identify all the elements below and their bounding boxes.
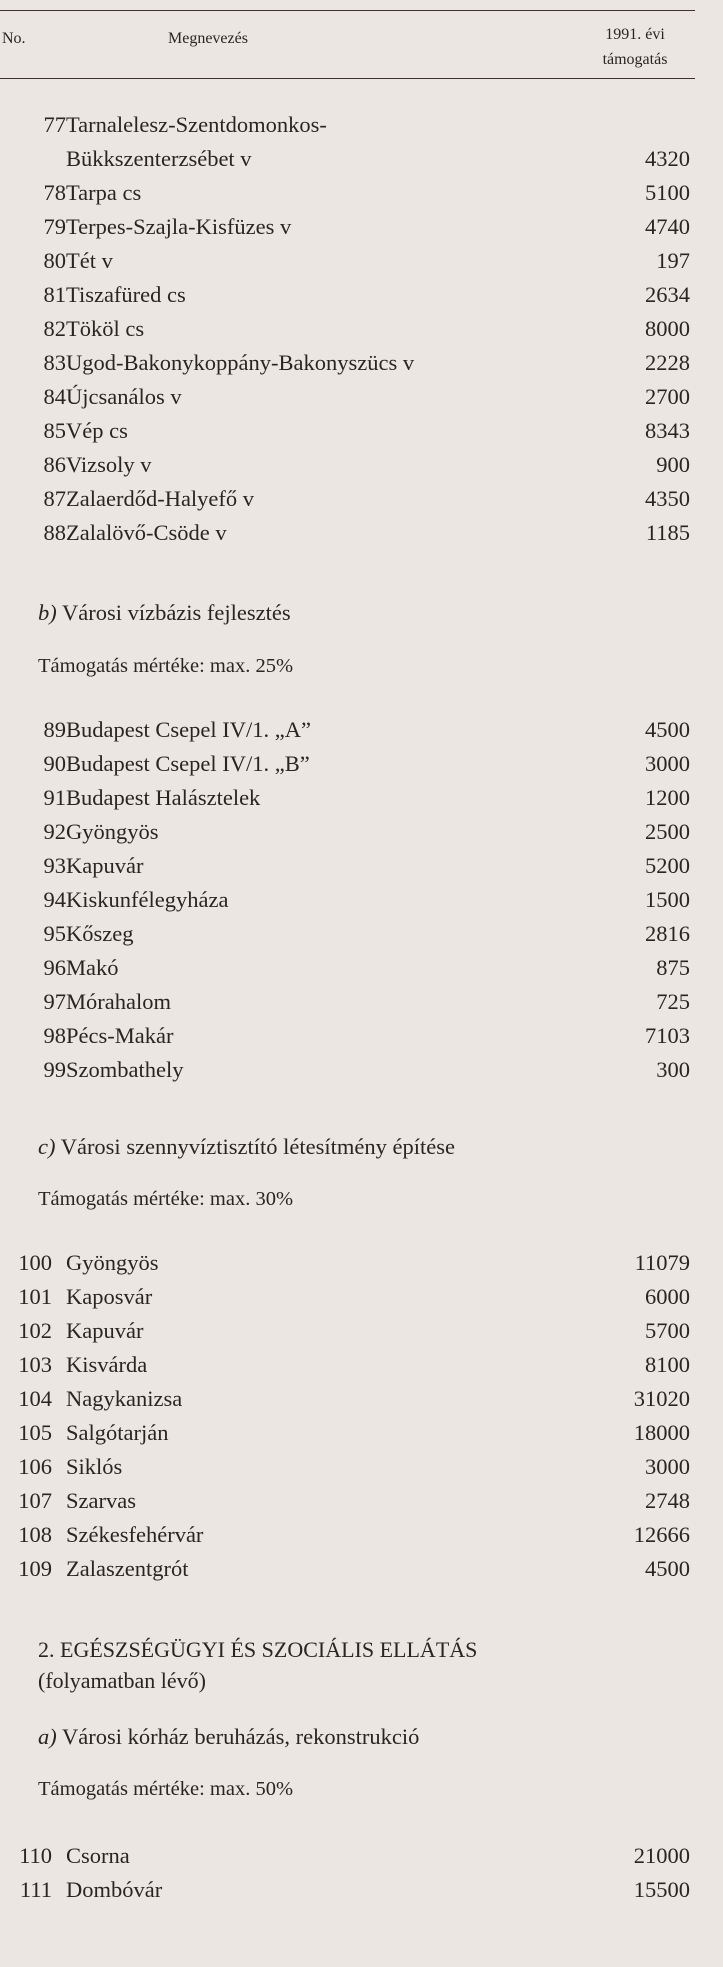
row-value: 2228 (645, 350, 690, 375)
row-number: 101 (18, 1284, 52, 1309)
column-header-name: Megnevezés (168, 30, 248, 47)
table-row (0, 819, 723, 853)
column-header-support-line1: 1991. évi (605, 26, 665, 43)
column-header-support (580, 22, 690, 72)
table-row (0, 486, 723, 520)
table-row (0, 350, 723, 384)
row-name: Zalaszentgrót (66, 1556, 189, 1581)
row-value: 6000 (645, 1284, 690, 1309)
table-row (0, 955, 723, 989)
row-number: 107 (18, 1488, 52, 1513)
row-value: 31020 (633, 1386, 690, 1411)
row-number: 97 (43, 989, 66, 1014)
row-name: Kisvárda (66, 1352, 148, 1377)
table-row (0, 112, 723, 146)
table-header (0, 0, 723, 82)
column-header-support-line2: támogatás (602, 51, 668, 68)
row-number: 106 (18, 1454, 52, 1479)
row-value: 4500 (645, 1556, 690, 1581)
row-value: 197 (656, 248, 690, 273)
section-2-rate: Támogatás mértéke: max. 50% (38, 1778, 294, 1800)
row-number: 81 (43, 282, 66, 307)
row-name: Újcsanálos v (66, 384, 182, 409)
row-value: 11079 (634, 1250, 690, 1275)
row-name: Tarpa cs (66, 180, 142, 205)
row-value: 8100 (645, 1352, 690, 1377)
row-value: 2634 (645, 282, 690, 307)
row-number: 83 (43, 350, 66, 375)
table-row (0, 180, 723, 214)
row-name: Zalaerdőd-Halyefő v (66, 486, 255, 511)
row-name: Dombóvár (66, 1877, 163, 1902)
row-name: Bükkszenterzsébet v (66, 146, 252, 171)
table-row (0, 452, 723, 486)
table-row (0, 1057, 723, 1091)
row-name: Makó (66, 955, 119, 980)
table-row (0, 1250, 723, 1284)
table-row (0, 1386, 723, 1420)
row-value: 4320 (645, 146, 690, 171)
row-value: 4350 (645, 486, 690, 511)
table-row (0, 520, 723, 554)
row-name: Gyöngyös (66, 819, 159, 844)
row-name: Ugod-Bakonykoppány-Bakonyszücs v (66, 350, 415, 375)
row-number: 100 (18, 1250, 52, 1275)
table-row (0, 248, 723, 282)
table-row (0, 717, 723, 751)
row-value: 7103 (645, 1023, 690, 1048)
table-row (0, 384, 723, 418)
row-number: 92 (43, 819, 66, 844)
row-number: 95 (43, 921, 66, 946)
row-name: Mórahalom (66, 989, 171, 1014)
subsection-title: Városi kórház beruházás, rekonstrukció (61, 1724, 420, 1749)
subsection-letter: b) (38, 600, 57, 625)
row-number: 90 (43, 751, 66, 776)
row-value: 8000 (645, 316, 690, 341)
table-row (0, 282, 723, 316)
row-value: 5100 (645, 180, 690, 205)
row-number: 94 (43, 887, 66, 912)
row-value: 18000 (633, 1420, 690, 1445)
row-number: 80 (43, 248, 66, 273)
row-name: Terpes-Szajla-Kisfüzes v (66, 214, 292, 239)
subsection-title: Városi vízbázis fejlesztés (61, 600, 291, 625)
row-name: Szombathely (66, 1057, 184, 1082)
row-value: 3000 (645, 751, 690, 776)
table-row (0, 921, 723, 955)
row-number: 84 (43, 384, 66, 409)
table-row (0, 1352, 723, 1386)
row-number: 91 (43, 785, 66, 810)
row-number: 93 (43, 853, 66, 878)
row-name: Szarvas (66, 1488, 136, 1513)
table-row (0, 1877, 723, 1911)
row-value: 2816 (645, 921, 690, 946)
row-name: Pécs-Makár (66, 1023, 174, 1048)
row-value: 300 (656, 1057, 690, 1082)
subsection-b-heading (38, 600, 291, 626)
row-number: 77 (43, 112, 66, 137)
row-number: 87 (43, 486, 66, 511)
row-name: Kapuvár (66, 853, 144, 878)
table-row (0, 316, 723, 350)
row-value: 1185 (645, 520, 690, 545)
row-value: 4500 (645, 717, 690, 742)
row-name: Siklós (66, 1454, 123, 1479)
row-value: 900 (656, 452, 690, 477)
table-row (0, 751, 723, 785)
row-name: Kiskunfélegyháza (66, 887, 229, 912)
row-name: Budapest Csepel IV/1. „A” (66, 717, 311, 742)
row-name: Tiszafüred cs (66, 282, 186, 307)
row-value: 875 (656, 955, 690, 980)
row-number: 110 (19, 1843, 52, 1868)
row-value: 21000 (633, 1843, 690, 1868)
row-number: 89 (43, 717, 66, 742)
row-value: 5200 (645, 853, 690, 878)
row-value: 8343 (645, 418, 690, 443)
row-name: Zalalövő-Csöde v (66, 520, 227, 545)
row-name: Kaposvár (66, 1284, 153, 1309)
table-row (0, 853, 723, 887)
table-row (0, 1843, 723, 1877)
table-row (0, 418, 723, 452)
section-2-title: 2. EGÉSZSÉGÜGYI ÉS SZOCIÁLIS ELLÁTÁS (38, 1637, 478, 1662)
row-number: 104 (18, 1386, 52, 1411)
row-name: Tököl cs (66, 316, 145, 341)
row-value: 5700 (645, 1318, 690, 1343)
row-number: 85 (43, 418, 66, 443)
row-value: 15500 (633, 1877, 690, 1902)
subsection-b-rate: Támogatás mértéke: max. 25% (38, 655, 294, 677)
row-number: 102 (18, 1318, 52, 1343)
table-row (0, 1023, 723, 1057)
subsection-c-heading (38, 1134, 455, 1160)
row-value: 3000 (645, 1454, 690, 1479)
row-name: Budapest Csepel IV/1. „B” (66, 751, 310, 776)
row-number: 103 (18, 1352, 52, 1377)
row-value: 2700 (645, 384, 690, 409)
row-number: 108 (18, 1522, 52, 1547)
table-row (0, 989, 723, 1023)
table-row (0, 1284, 723, 1318)
row-name: Budapest Halásztelek (66, 785, 261, 810)
row-name: Kőszeg (66, 921, 134, 946)
table-row (0, 887, 723, 921)
row-name: Tarnalelesz-Szentdomonkos- (66, 112, 327, 137)
row-name: Kapuvár (66, 1318, 144, 1343)
table-row (0, 1488, 723, 1522)
table-row (0, 214, 723, 248)
row-name: Székesfehérvár (66, 1522, 204, 1547)
table-row (0, 1556, 723, 1590)
row-value: 4740 (645, 214, 690, 239)
row-number: 79 (43, 214, 66, 239)
row-number: 99 (43, 1057, 66, 1082)
section-2-subtitle: (folyamatban lévő) (38, 1668, 206, 1693)
row-number: 109 (18, 1556, 52, 1581)
row-number: 111 (19, 1877, 52, 1902)
row-number: 86 (43, 452, 66, 477)
row-number: 105 (18, 1420, 52, 1445)
table-row (0, 1522, 723, 1556)
row-value: 725 (656, 989, 690, 1014)
row-name: Vizsoly v (66, 452, 152, 477)
header-rule-bottom (0, 78, 695, 79)
table-row (0, 1318, 723, 1352)
row-value: 2748 (645, 1488, 690, 1513)
subsection-title: Városi szennyvíztisztító létesítmény építése (60, 1134, 455, 1159)
row-number: 88 (43, 520, 66, 545)
row-name: Salgótarján (66, 1420, 169, 1445)
row-number: 98 (43, 1023, 66, 1048)
row-name: Vép cs (66, 418, 128, 443)
row-name: Nagykanizsa (66, 1386, 183, 1411)
row-number: 96 (43, 955, 66, 980)
header-rule-top (0, 10, 695, 11)
subsection-c-rate: Támogatás mértéke: max. 30% (38, 1188, 294, 1210)
row-name: Tét v (66, 248, 113, 273)
table-row (0, 785, 723, 819)
row-name: Gyöngyös (66, 1250, 159, 1275)
row-value: 1200 (645, 785, 690, 810)
row-number: 78 (43, 180, 66, 205)
table-row (0, 146, 723, 180)
subsection-letter: c) (38, 1134, 56, 1159)
section-2-subsection-a-heading (38, 1724, 419, 1750)
row-value: 1500 (645, 887, 690, 912)
row-number: 82 (43, 316, 66, 341)
column-header-no: No. (2, 30, 26, 47)
row-value: 2500 (645, 819, 690, 844)
subsection-letter: a) (38, 1724, 57, 1749)
row-value: 12666 (633, 1522, 690, 1547)
table-row (0, 1454, 723, 1488)
row-name: Csorna (66, 1843, 130, 1868)
table-row (0, 1420, 723, 1454)
